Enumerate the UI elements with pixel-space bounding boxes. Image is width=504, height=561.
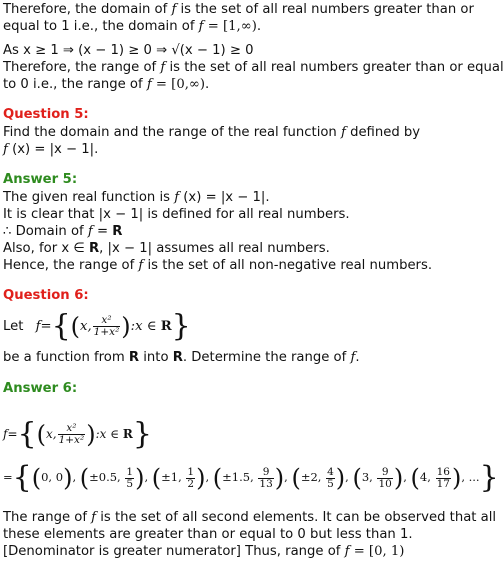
text: is the set of all real numbers greater than or — [176, 2, 474, 17]
open-paren: ( — [212, 464, 223, 492]
function-symbol: f — [174, 190, 180, 205]
math-text: x, — [45, 427, 57, 441]
close-paren: ) — [135, 464, 145, 492]
open-paren: ( — [151, 464, 162, 492]
pair-x: ±0.5, — [89, 470, 125, 484]
answer-5-line-4 — [3, 241, 330, 257]
reals-symbol: R — [122, 427, 133, 441]
text: . — [355, 350, 360, 365]
math-text: = [0,∞). — [151, 77, 210, 92]
text: Also, for x ∈ — [3, 241, 90, 256]
answer-6-conclusion-2: these elements are greater than or equal to 0 but less than 1. — [3, 527, 413, 542]
close-paren: ) — [451, 464, 462, 492]
ordered-pair — [151, 464, 206, 492]
function-symbol: f — [87, 224, 93, 239]
answer-5-line-2: It is clear that |x − 1| is defined for all real numbers. — [3, 207, 350, 222]
ordered-pair — [291, 464, 346, 492]
function-symbol: f — [91, 510, 97, 525]
text: , |x − 1| assumes all real numbers. — [99, 241, 330, 256]
comma: , — [205, 470, 213, 484]
open-brace: { — [17, 416, 37, 452]
function-symbol: f — [198, 19, 204, 34]
fraction — [326, 467, 335, 490]
fraction — [125, 467, 134, 490]
fraction-denominator: 2 — [187, 477, 195, 490]
fraction-numerator: x² — [66, 422, 77, 434]
function-symbol: f — [171, 2, 177, 17]
pair-x: 0, 0 — [41, 470, 64, 484]
text: . Determine the range of — [182, 350, 351, 365]
ordered-pair — [212, 464, 285, 492]
comma: , — [345, 470, 353, 484]
fraction-numerator: 9 — [381, 465, 389, 478]
fraction — [436, 467, 451, 490]
answer-5-line-3 — [3, 224, 122, 240]
text: is the set of all non-negative real numbers. — [143, 258, 433, 273]
text: into — [139, 350, 173, 365]
fraction-denominator: 10 — [378, 477, 392, 490]
fraction-denominator: 1+x² — [93, 326, 120, 338]
reals-symbol: R — [89, 241, 100, 256]
math-text: = [1,∞). — [203, 19, 262, 34]
math-text: = [0, 1) — [349, 544, 405, 559]
close-brace: } — [132, 416, 152, 452]
text: Let — [3, 319, 24, 334]
fraction-denominator: 5 — [327, 477, 334, 490]
close-paren: ) — [335, 464, 346, 492]
text: The range of — [3, 510, 92, 525]
intro-line-1 — [3, 2, 474, 18]
math-text: :x ∈ — [95, 427, 123, 441]
open-paren: ( — [79, 464, 90, 492]
text: be a function from — [3, 350, 129, 365]
function-symbol: f — [350, 350, 356, 365]
answer-5-line-1 — [3, 190, 270, 206]
math-text: As x ≥ 1 ⇒ (x − 1) ≥ 0 ⇒ √(x − 1) ≥ 0 — [3, 43, 254, 58]
fraction-numerator: 16 — [436, 465, 450, 478]
pair-x: ±1.5, — [222, 470, 258, 484]
pair-x: 3, — [361, 470, 377, 484]
equals-sign: = — [7, 427, 18, 441]
close-brace: } — [479, 460, 499, 495]
fraction — [377, 467, 392, 490]
text: The given real function is — [3, 190, 175, 205]
ordered-pair — [31, 464, 73, 492]
math-text: x, — [80, 319, 92, 334]
answer-6-heading: Answer 6: — [3, 381, 78, 396]
text: Hence, the range of — [3, 258, 139, 273]
reals-symbol: R — [172, 350, 183, 365]
answer-6-equation-1 — [3, 414, 152, 454]
function-symbol: f — [3, 427, 8, 441]
text: Therefore, the domain of — [3, 2, 172, 17]
fraction — [58, 423, 86, 446]
intro-line-5 — [3, 77, 209, 93]
answer-5-line-5 — [3, 258, 432, 274]
reals-symbol: R — [128, 350, 140, 365]
question-5-heading: Question 5: — [3, 107, 89, 122]
fraction-numerator: 1 — [126, 465, 134, 478]
open-paren: ( — [291, 464, 301, 492]
function-symbol: f — [146, 77, 152, 92]
answer-6-equation-2 — [3, 457, 499, 497]
reals-symbol: R — [160, 319, 172, 334]
open-brace: { — [12, 460, 32, 495]
pairs-list — [31, 464, 462, 492]
fraction-denominator: 13 — [259, 477, 273, 490]
text: Find the domain and the range of the real function — [3, 125, 341, 140]
pair-x: 4, — [419, 470, 435, 484]
question-5-line-1 — [3, 125, 420, 141]
open-brace: { — [51, 308, 71, 344]
close-paren: ) — [274, 464, 285, 492]
text: ∴ Domain of — [3, 224, 88, 239]
close-brace: } — [171, 308, 191, 344]
open-paren: ( — [70, 312, 81, 341]
fraction — [93, 315, 121, 338]
math-text: :x ∈ — [130, 319, 161, 334]
comma: , — [284, 470, 292, 484]
fraction-denominator: 5 — [126, 477, 134, 490]
text: (x) = |x − 1|. — [7, 142, 99, 157]
text: [Denominator is greater numerator] Thus, range of — [3, 544, 345, 559]
equals-sign: = — [40, 319, 52, 334]
intro-line-4 — [3, 60, 504, 76]
open-paren: ( — [410, 464, 420, 492]
intro-line-2 — [3, 19, 261, 35]
question-6-line-2 — [3, 350, 360, 366]
answer-6-conclusion-3 — [3, 544, 404, 560]
fraction-denominator: 17 — [436, 477, 450, 490]
function-symbol: f — [340, 125, 346, 140]
text: is the set of all second elements. It can be observed that all — [96, 510, 497, 525]
pair-x: ±1, — [161, 470, 186, 484]
function-symbol: f — [160, 60, 166, 75]
intro-line-3 — [3, 43, 253, 59]
fraction — [186, 467, 195, 490]
ellipsis: , ... — [461, 470, 480, 484]
answer-6-conclusion-1 — [3, 510, 496, 526]
answer-5-heading: Answer 5: — [3, 172, 78, 187]
fraction-numerator: 1 — [187, 465, 195, 478]
text: defined by — [345, 125, 421, 140]
fraction-denominator: 1+x² — [58, 434, 85, 446]
ordered-pair — [410, 464, 462, 492]
fraction-numerator: 9 — [262, 465, 270, 478]
text: equal to 1 i.e., the domain of — [3, 19, 199, 34]
text: to 0 i.e., the range of — [3, 77, 147, 92]
pair-x: ±2, — [300, 470, 326, 484]
open-paren: ( — [352, 464, 362, 492]
ordered-pair — [79, 464, 145, 492]
question-6-definition — [3, 305, 191, 349]
close-paren: ) — [86, 420, 96, 449]
close-paren: ) — [196, 464, 206, 492]
text: (x) = |x − 1|. — [179, 190, 270, 205]
function-symbol: f — [344, 544, 350, 559]
fraction-numerator: 4 — [327, 465, 334, 478]
function-symbol: f — [138, 258, 144, 273]
open-paren: ( — [36, 420, 46, 449]
close-paren: ) — [121, 312, 131, 341]
close-paren: ) — [393, 464, 404, 492]
close-paren: ) — [63, 464, 73, 492]
open-paren: ( — [31, 464, 42, 492]
text: is the set of all real numbers greater than or equal — [165, 60, 504, 75]
question-6-heading: Question 6: — [3, 288, 89, 303]
ordered-pair — [352, 464, 404, 492]
text: Therefore, the range of — [3, 60, 161, 75]
comma: , — [403, 470, 411, 484]
fraction-numerator: x² — [101, 314, 112, 326]
function-symbol: f — [35, 319, 41, 334]
equals-sign: = — [3, 470, 13, 484]
text: = — [92, 224, 113, 239]
question-5-line-2 — [3, 142, 98, 158]
comma: , — [144, 470, 152, 484]
function-symbol: f — [3, 142, 8, 157]
comma: , — [72, 470, 80, 484]
fraction — [258, 467, 273, 490]
reals-symbol: R — [112, 224, 123, 239]
function-definition — [35, 308, 191, 344]
